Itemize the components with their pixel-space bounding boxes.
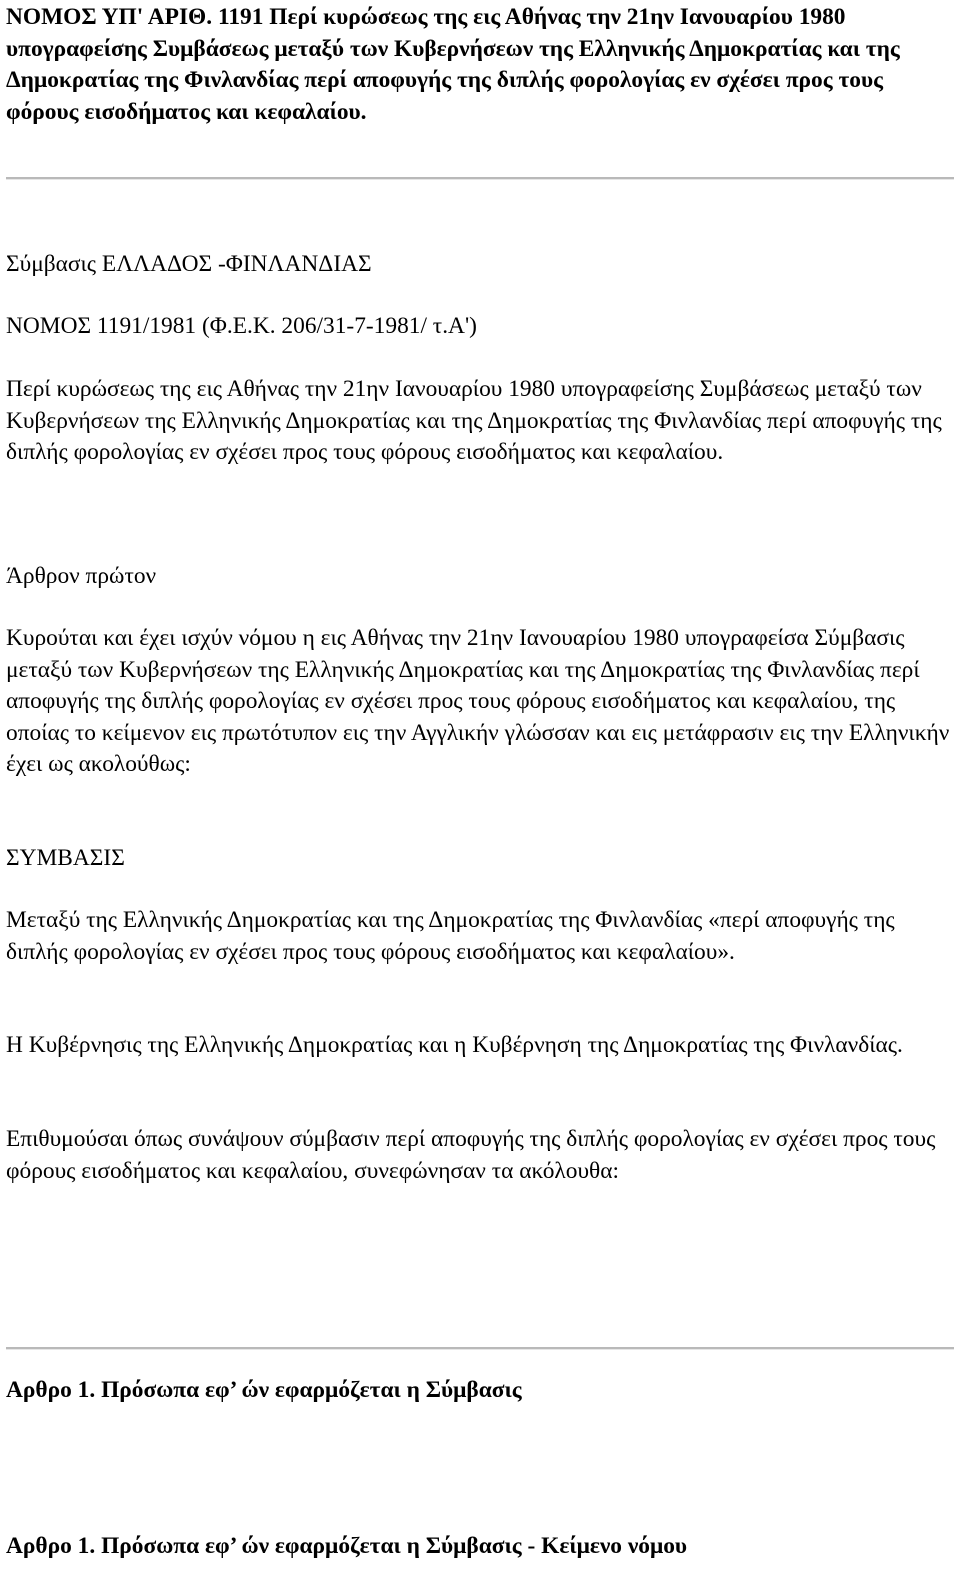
horizontal-divider [6, 177, 954, 180]
law-reference: ΝΟΜΟΣ 1191/1981 (Φ.Ε.Κ. 206/31-7-1981/ τ.Α') [6, 313, 477, 339]
convention-heading: ΣΥΜΒΑΣΙΣ [6, 845, 125, 871]
article-first-heading: Άρθρον πρώτον [6, 563, 157, 589]
article-1-heading: Αρθρο 1. Πρόσωπα εφ’ ών εφαρμόζεται η Σύμβασις [6, 1377, 522, 1403]
law-description: Περί κυρώσεως της εις Αθήνας την 21ην Ιανουαρίου 1980 υπογραφείσης Συμβάσεως μεταξύ των Κυβερνήσεων της Ελληνικής Δημοκρατίας και της Δημοκρατίας της Φινλανδίας περί αποφυγής της διπλής φορολογίας εν σχέσει προς τους φόρους εισοδήματος και κεφαλαίου. [6, 376, 942, 465]
parties-text: Η Κυβέρνησις της Ελληνικής Δημοκρατίας και η Κυβέρνηση της Δημοκρατίας της Φινλανδίας. [6, 1032, 903, 1058]
desiring-text: Επιθυμούσαι όπως συνάψουν σύμβασιν περί αποφυγής της διπλής φορολογίας εν σχέσει προς τους φόρους εισοδήματος και κεφαλαίου, συνεφώνησαν τα ακόλουθα: [6, 1126, 936, 1184]
convention-label: Σύμβασις ΕΛΛΑΔΟΣ -ΦΙΝΛΑΝΔΙΑΣ [6, 251, 372, 277]
horizontal-divider [6, 1347, 954, 1350]
article-1-law-text-heading: Αρθρο 1. Πρόσωπα εφ’ ών εφαρμόζεται η Σύμβασις - Κείμενο νόμου [6, 1533, 688, 1559]
document-title: ΝΟΜΟΣ ΥΠ' ΑΡΙΘ. 1191 Περί κυρώσεως της εις Αθήνας την 21ην Ιανουαρίου 1980 υπογραφείσης Συμβάσεως μεταξύ των Κυβερνήσεων της Ελληνικής Δημοκρατίας και της Δημοκρατίας της Φινλανδίας περί αποφυγής της διπλής φορολογίας εν σχέσει προς τους φόρους εισοδήματος και κεφαλαίου. [6, 4, 900, 125]
convention-between-text: Μεταξύ της Ελληνικής Δημοκρατίας και της Δημοκρατίας της Φινλανδίας «περί αποφυγής της διπλής φορολογίας εν σχέσει προς τους φόρους εισοδήματος και κεφαλαίου». [6, 907, 895, 965]
article-first-text: Κυρούται και έχει ισχύν νόμου η εις Αθήνας την 21ην Ιανουαρίου 1980 υπογραφείσα Σύμβασις μεταξύ των Κυβερνήσεων της Ελληνικής Δημοκρατίας και της Δημοκρατίας της Φινλανδίας περί αποφυγής της διπλής φορολογίας εν σχέσει προς τους φόρους εισοδήματος και κεφαλαίου, της οποίας το κείμενον εις πρωτότυπον εις την Αγγλικήν γλώσσαν και εις μετάφρασιν εις την Ελληνικήν έχει ως ακολούθως: [6, 625, 950, 777]
